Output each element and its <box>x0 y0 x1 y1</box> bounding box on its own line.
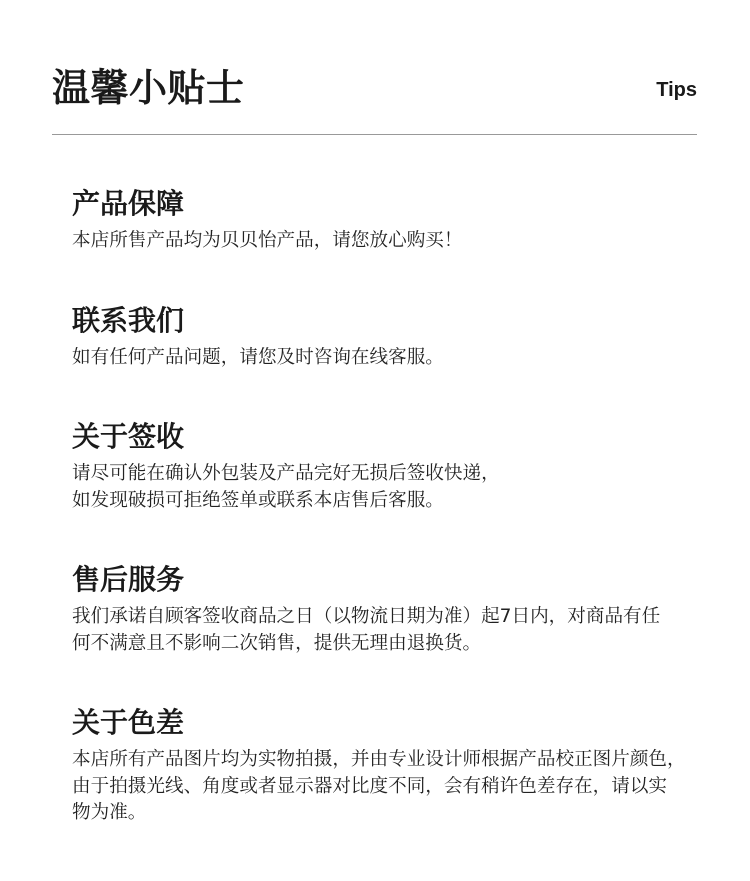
section-body <box>72 345 732 372</box>
section-body <box>72 604 732 657</box>
section-text-line: 何不满意且不影响二次销售，提供无理由退换货。 <box>72 632 482 654</box>
section-text-line: 请尽可能在确认外包装及产品完好无损后签收快递， <box>72 463 500 484</box>
section-text-line: 由于拍摄光线、角度或者显示器对比度不同，会有稍许色差存在，请以实 <box>72 775 668 797</box>
section-contact-us <box>72 303 732 372</box>
header-divider <box>52 134 697 135</box>
section-heading: 联系我们 <box>72 303 185 337</box>
section-heading: 关于色差 <box>72 706 185 739</box>
section-text-line: 物为准。 <box>72 802 147 823</box>
section-after-sales <box>72 562 732 657</box>
section-heading: 产品保障 <box>72 187 185 220</box>
section-text-line: 如有任何产品问题，请您及时咨询在线客服。 <box>72 346 444 368</box>
page-title: 温馨小贴士 <box>52 66 245 110</box>
section-color-difference <box>72 705 732 827</box>
section-heading: 关于签收 <box>72 420 185 453</box>
page-subtitle: Tips <box>656 79 697 101</box>
section-product-guarantee <box>72 186 732 255</box>
section-text-line: 如发现破损可拒绝签单或联系本店售后客服。 <box>72 489 444 511</box>
section-body <box>72 747 732 827</box>
section-receipt <box>72 419 732 514</box>
section-body <box>72 461 732 514</box>
section-text-line: 本店所售产品均为贝贝怡产品，请您放心购买！ <box>72 230 463 251</box>
section-body <box>72 228 732 255</box>
tips-sections <box>72 186 732 827</box>
section-text-line: 我们承诺自顾客签收商品之日（以物流日期为准）起7日内，对商品有任 <box>72 606 661 627</box>
section-heading: 售后服务 <box>72 563 185 596</box>
section-text-line: 本店所有产品图片均为实物拍摄，并由专业设计师根据产品校正图片颜色， <box>72 749 686 770</box>
